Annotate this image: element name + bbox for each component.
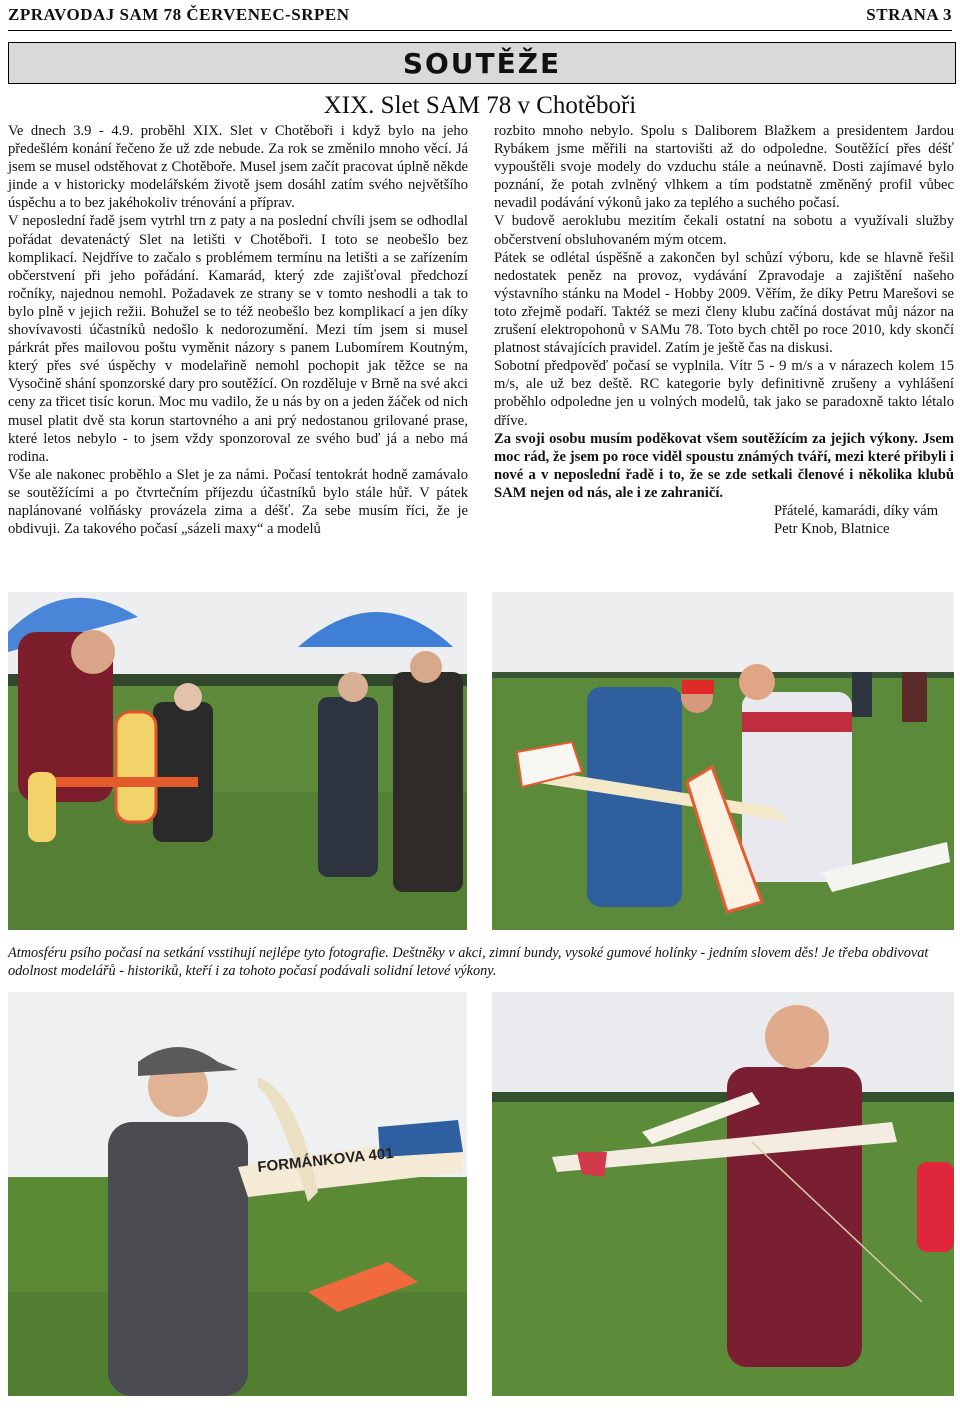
page-number: STRANA 3 <box>866 5 952 24</box>
paragraph: V budově aeroklubu mezitím čekali ostatní na sobotu a využívali služby občerstvení obsluhovaném mým otcem. <box>494 213 954 248</box>
paragraph: Ve dnech 3.9 - 4.9. proběhl XIX. Slet v Chotěboři i když bylo na jeho předešlém konání řečeno že už zde nebude. Za rok se změnilo mnoho věcí. Já jsem se musel odstěhovat z Chotěboře. Musel jsem začít pracovat úplně někde jinde a v historicky modelářském životě jsem dosáhl zatím svého největšího úspěchu a to bez jakéhokoliv trénování a příprav. <box>8 123 468 212</box>
signature-author: Petr Knob, Blatnice <box>774 521 890 538</box>
photo-caption: Atmosféru psího počasí na setkání vsstihují nejlépe tyto fotografie. Deštněky v akci, zimní bundy, vysoké gumové holínky - jedním slovem děs! Je třeba obdivovat odolnost modelářů - historiků, kteří i za tohoto počasí podávali solidní letové výkony. <box>8 945 929 979</box>
article-title: XIX. Slet SAM 78 v Chotěboři <box>323 92 637 119</box>
photo-umbrellas <box>8 592 467 930</box>
section-banner <box>8 42 956 84</box>
article-column-right <box>494 122 954 538</box>
paragraph: Vše ale nakonec proběhlo a Slet je za námi. Počasí tentokrát hodně zamávalo se soutěžícími a po čtvrtečním příjezdu účastníků bylo stále hůř. V pátek naplánované volňásky provázela zima a déšť. Za sebe musím říci, že je obdivuji. Za takového počasí „sázeli maxy“ a modelů <box>8 466 468 538</box>
article-column-left <box>8 122 468 538</box>
photo-boy-with-plane <box>8 992 467 1396</box>
paragraph: V neposlední řadě jsem vytrhl trn z paty a na poslední chvíli jsem se odhodlal pořádat devatenáctý Slet na letišti v Chotěboři. I toto se neobešlo bez komplikací. Nejdříve to začalo s problémem termínu na letišti a se zařízením občerstvení při jeho pořádání. Kamarád, který zde zajišťoval předchozí ročníky, najednou nemohl. Požadavek ze strany se v tomto neshodli a tak to bylo plně v jejich režii. Bohužel se to též neobešlo bez komplikací a jen díky shovívavosti účastníků nedošlo k nedorozumění. Mezi tím jsem si musel párkrát přes mailovou poštu vyměnit názory s panem Lubomírem Koutným, který přes své úspěchy v modelařině nemohl pochopit jak těžce se na Vysočině shání sponzorské dary pro soutěžící. On rozděluje v Brně na své akci ceny za třicet tisíc korun. Moc mu vadilo, že u nás by on a jeden žáček od nich musel platit dvě sta korun startovného a ani prý nedostanou grilované prase, které letos nebylo - to jsem vždy sponzoroval ze svého buď já a nebo má rodina. <box>8 213 468 465</box>
paragraph: Pátek se odlétal úspěšně a zakončen byl schůzí výboru, kde se hlavně řešil nedostatek peněz na provoz, vydávání Zpravodaje a zajištění našeho výstavního stánku na Model - Hobby 2009. Věřím, že díky Petru Marešovi se toto zřejmě podaří. Taktéž se mezi členy klubu začíná dostávat můj názor na zrušení elektropohonů v SAMu 78. Toto bych chtěl po roce 2010, kdy skončí platnost stávajících pravidel. Zatím je ještě čas na diskusi. <box>494 249 954 357</box>
signature-greeting: Přátelé, kamarádi, díky vám <box>774 502 939 519</box>
thanks-paragraph: Za svoji osobu musím poděkovat všem soutěžícím za jejich výkony. Jsem moc rád, že jsem po roce viděl spoustu známých tváří, mezi které přibyli i nové a v neposlední řadě i to, že se zde setkali členové i několika klubů SAM nejen od nás, ale i ze zahraničí. <box>494 430 954 501</box>
paragraph: Sobotní předpověď počasí se vyplnila. Vítr 5 - 9 m/s a v nárazech kolem 15 m/s, ale už bez deště. RC kategorie byly definitivně zrušeny a vyhlášení proběhlo odpoledne jen u volných modelů, tak jako se paradoxně takto létalo dříve. <box>494 358 954 429</box>
page-header <box>8 0 952 31</box>
paragraph: rozbito mnoho nebylo. Spolu s Daliborem Blažkem a presidentem Jardou Rybákem jsme měřili na startovišti až do odpoledne. Soutěžící přes déšť vypouštěli svoje modely do vzduchu stále a neúnavně. Dosti zajímavé bylo poznání, že potah zvlněný vlhkem a tím podstatně změněný profil vůbec nevadil podávání výkonů jako za teplého a suchého počasí. <box>494 123 954 212</box>
photo-man-with-plane <box>492 992 954 1396</box>
section-title: SOUTĚŽE <box>402 47 562 80</box>
photo-plane-inspection <box>492 592 954 930</box>
newsletter-title: ZPRAVODAJ SAM 78 ČERVENEC-SRPEN <box>8 5 350 24</box>
plane-label: FORMÁNKOVA 401 <box>256 1144 395 1176</box>
